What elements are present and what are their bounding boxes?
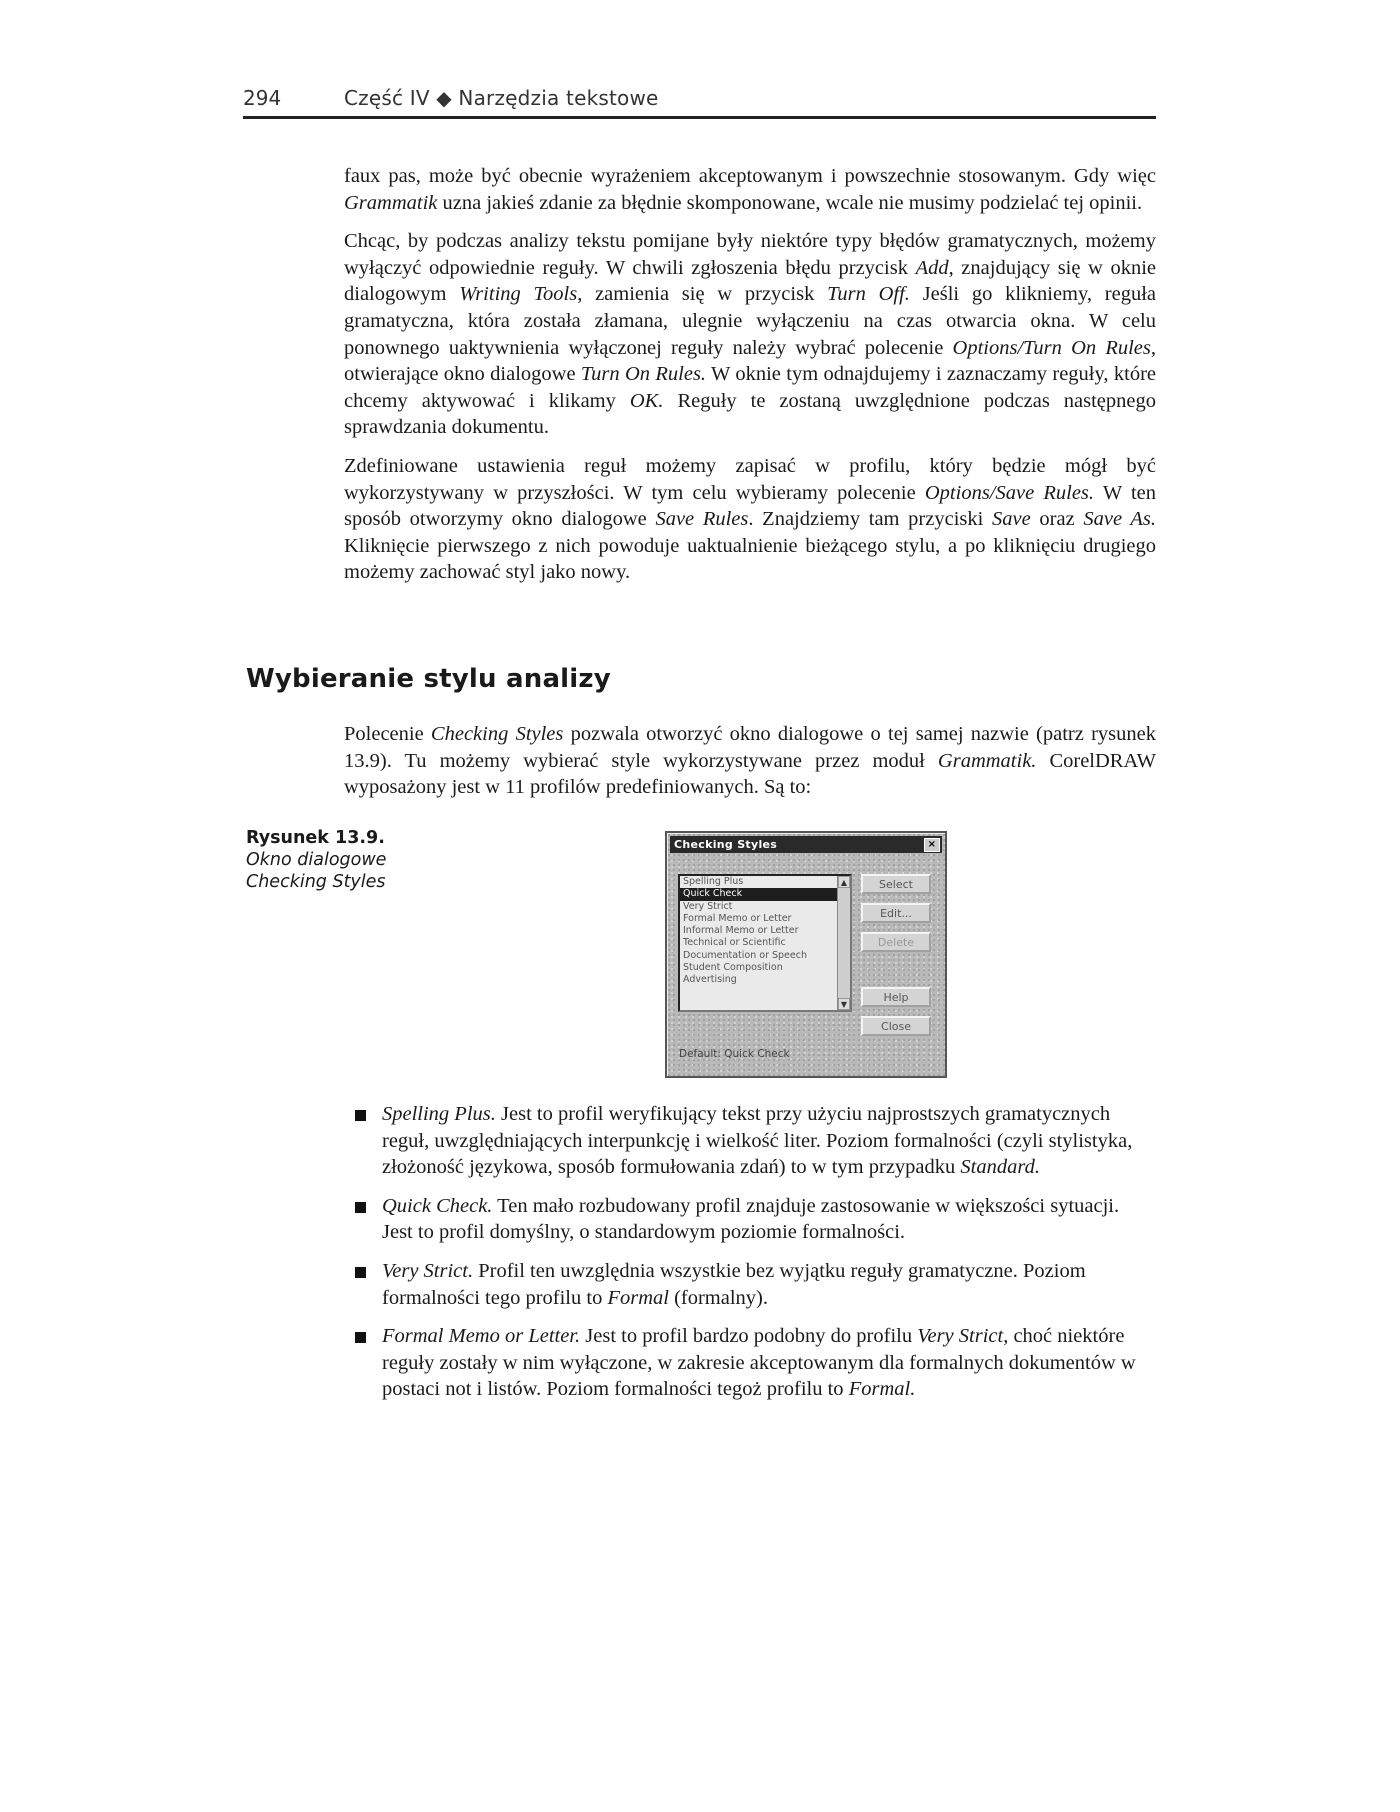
style-list-item[interactable]: Very Strict	[683, 900, 733, 912]
bullet-square-icon	[355, 1332, 366, 1343]
default-style-status: Default: Quick Check	[679, 1048, 790, 1060]
style-list-item[interactable]: Documentation or Speech	[683, 949, 807, 961]
help-button[interactable]: Help	[861, 987, 931, 1007]
paragraph: faux pas, może być obecnie wyrażeniem akceptowanym i powszechnie stosowanym. Gdy więc Grammatik uzna jakieś zdanie za błędnie skomponowane, wcale nie musimy podzielać tej opinii.	[344, 165, 1156, 214]
style-list-item[interactable]: Technical or Scientific	[683, 937, 786, 949]
style-list-item[interactable]: Formal Memo or Letter	[683, 912, 792, 924]
figure-number: Rysunek 13.9.	[246, 828, 385, 848]
section-text	[344, 721, 1156, 801]
style-list-item[interactable]: Advertising	[683, 974, 737, 986]
styles-listbox[interactable]	[678, 874, 852, 1012]
paragraph: Chcąc, by podczas analizy tekstu pomijane były niektóre typy błędów gramatycznych, możemy wyłączyć odpowiednie reguły. W chwili zgłoszenia błędu przycisk Add, znajdujący się w oknie dialogowym Writing Tools, zamienia się w przycisk Turn Off. Jeśli go klikniemy, reguła gramatyczna, która została złamana, ulegnie wyłączeniu na czas otwarcia okna. W celu ponownego uaktywnienia wyłączonej reguły należy wybrać polecenie Options/Turn On Rules, otwierające okno dialogowe Turn On Rules. W oknie tym odnajdujemy i zaznaczamy reguły, które chcemy aktywować i klikamy OK. Reguły te zostaną uwzględnione podczas następnego sprawdzania dokumentu.	[344, 230, 1157, 439]
scroll-down-icon[interactable]: ▼	[838, 998, 850, 1010]
dialog-titlebar	[670, 836, 942, 853]
close-icon[interactable]: ×	[924, 838, 940, 852]
checking-styles-dialog	[665, 831, 947, 1078]
figure-title-line2: Checking Styles	[246, 872, 386, 892]
bullet-square-icon	[355, 1202, 366, 1213]
bullet-text: Formal Memo or Letter. Jest to profil bardzo podobny do profilu Very Strict, choć niektóre reguły zostały w nim wyłączone, w zakresie akceptowanym dla formalnych dokumentów w postaci not i listów. Poziom formalności tegoż profilu to Formal.	[382, 1325, 1136, 1401]
style-list-item[interactable]: Spelling Plus	[683, 876, 744, 887]
close-button[interactable]: Close	[861, 1016, 931, 1036]
list-item	[353, 1258, 1143, 1311]
bullet-text: Quick Check. Ten mało rozbudowany profil znajduje zastosowanie w większości sytuacji. Jest to profil domyślny, o standardowym poziomie formalności.	[382, 1194, 1120, 1244]
style-list-item[interactable]: Quick Check	[680, 888, 850, 900]
edit-button[interactable]: Edit...	[861, 903, 931, 923]
intro-text	[344, 163, 1156, 586]
list-item	[353, 1323, 1143, 1403]
select-button[interactable]: Select	[861, 874, 931, 894]
scroll-up-icon[interactable]: ▲	[838, 876, 850, 888]
bullet-square-icon	[355, 1110, 366, 1121]
style-list-item[interactable]: Informal Memo or Letter	[683, 925, 799, 937]
figure-title-line1: Okno dialogowe	[246, 850, 387, 870]
page-number: 294	[243, 86, 282, 110]
section-heading: Wybieranie stylu analizy	[246, 664, 611, 694]
list-item	[353, 1101, 1143, 1181]
listbox-scrollbar[interactable]	[837, 876, 850, 1010]
paragraph: Zdefiniowane ustawienia reguł możemy zapisać w profilu, który będzie mógł być wykorzystywany w przyszłości. W tym celu wybieramy polecenie Options/Save Rules. W ten sposób otworzymy okno dialogowe Save Rules. Znajdziemy tam przyciski Save oraz Save As. Kliknięcie pierwszego z nich powoduje uaktualnienie bieżącego stylu, a po kliknięciu drugiego możemy zachować styl jako nowy.	[344, 454, 1156, 584]
dialog-title: Checking Styles	[674, 838, 778, 851]
paragraph: Polecenie Checking Styles pozwala otworzyć okno dialogowe o tej samej nazwie (patrz rysunek 13.9). Tu możemy wybierać style wykorzystywane przez moduł Grammatik. CorelDRAW wyposażony jest w 11 profilów predefiniowanych. Są to:	[344, 723, 1156, 799]
bullet-text: Very Strict. Profil ten uwzględnia wszystkie bez wyjątku reguły gramatyczne. Poziom formalności tego profilu to Formal (formalny).	[382, 1259, 1086, 1309]
styles-list	[680, 876, 850, 987]
delete-button[interactable]: Delete	[861, 932, 931, 952]
bullet-text: Spelling Plus. Jest to profil weryfikujący tekst przy użyciu najprostszych gramatycznych reguł, uwzględniających interpunkcję i wielkość liter. Poziom formalności (czyli stylistyka, złożoność językowa, sposób formułowania zdań) to w tym przypadku Standard.	[382, 1103, 1133, 1179]
bullet-square-icon	[355, 1267, 366, 1278]
page-header	[243, 84, 1156, 119]
running-head: Część IV ◆ Narzędzia tekstowe	[344, 86, 659, 110]
figure-caption	[246, 827, 426, 893]
list-item	[353, 1193, 1143, 1246]
style-list-item[interactable]: Student Composition	[683, 962, 783, 974]
styles-bullet-list	[353, 1101, 1143, 1415]
